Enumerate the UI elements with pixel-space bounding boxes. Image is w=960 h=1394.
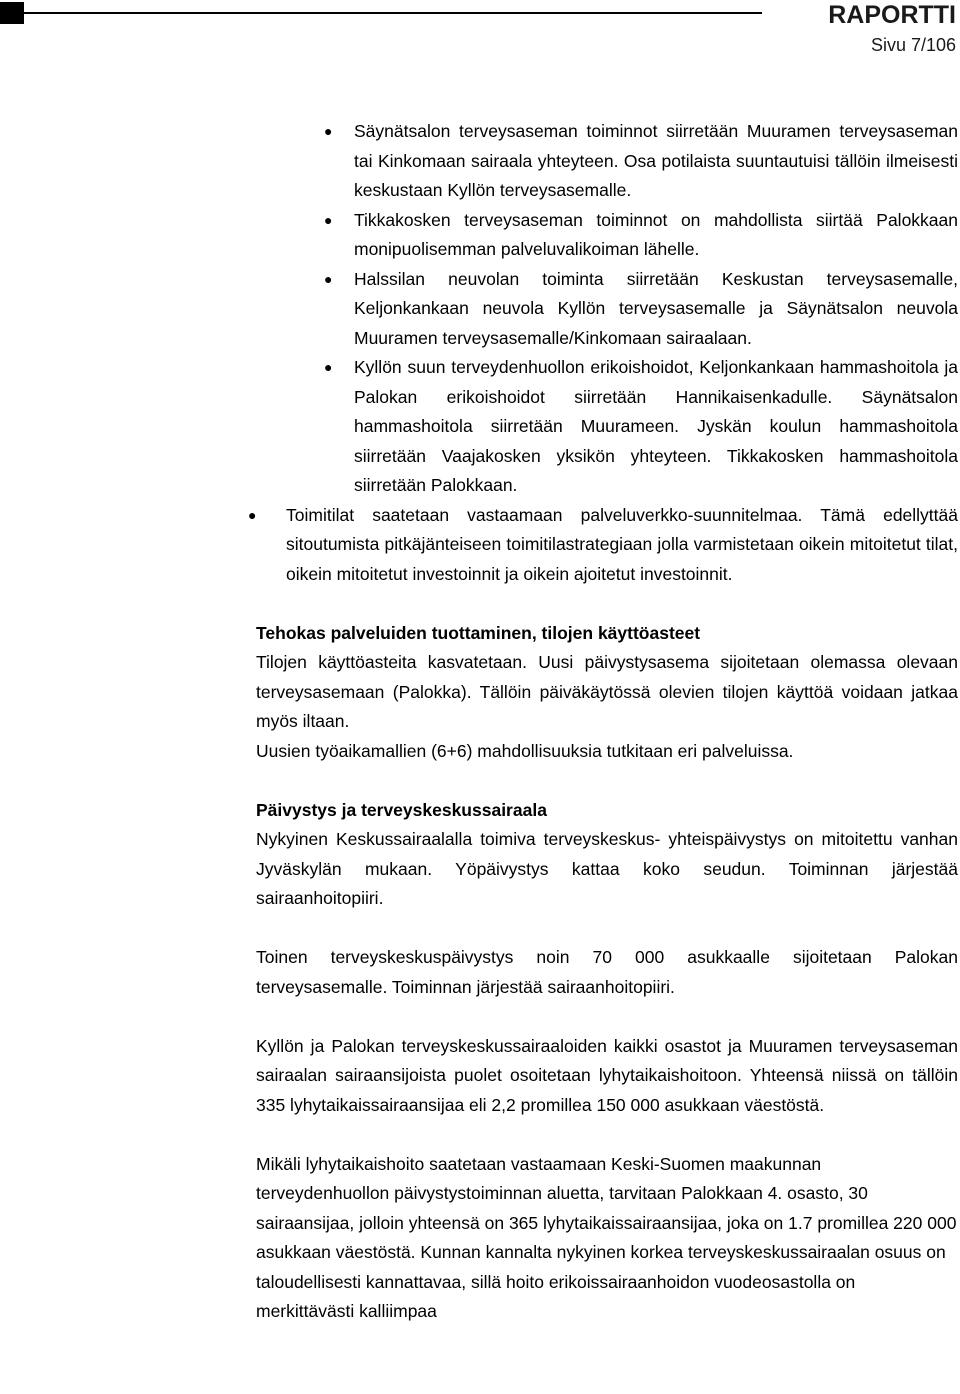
list-item: ● Tikkakosken terveysaseman toiminnot on mahdollista siirtää Palokkaan monipuolisemman palveluvalikoiman lähelle. bbox=[256, 206, 958, 265]
bullet-icon: ● bbox=[324, 270, 333, 287]
paragraph: Tilojen käyttöasteita kasvatetaan. Uusi päivystysasema sijoitetaan olemassa olevaan terveysasemaan (Palokka). Tällöin päiväkäytössä olevien tilojen käyttöä voidaan jatkaa myös iltaan. bbox=[256, 652, 958, 731]
page-number: Sivu 7/106 bbox=[870, 35, 956, 55]
bullet-icon: ● bbox=[324, 123, 333, 139]
header-rule bbox=[24, 12, 762, 14]
list-item: ● Toimitilat saatetaan vastaamaan palveluverkko-suunnitelmaa. Tämä edellyttää sitoutumista pitkäjänteiseen toimitilastrategiaan jolla varmistetaan oikein mitoitetut tilat, oikein mitoitetut investoinnit ja oikein ajoitetut investoinnit. bbox=[214, 501, 958, 590]
sub-bullet-list bbox=[256, 117, 958, 501]
bullet-icon: ● bbox=[248, 506, 257, 523]
bullet-icon: ● bbox=[324, 211, 333, 228]
report-title: RAPORTTI bbox=[828, 1, 956, 29]
bullet-list bbox=[214, 501, 958, 590]
section-heading-emergency: Päivystys ja terveyskeskussairaala bbox=[256, 799, 547, 820]
list-item: ● Halssilan neuvolan toiminta siirretään Keskustan terveysasemalle, Keljonkankaan neuvola Kyllön terveysasemalle ja Säynätsalon neuvola Muuramen terveysasemalle/Kinkomaan sairaalaan. bbox=[256, 265, 958, 354]
paragraph: Toinen terveyskeskuspäivystys noin 70 000 asukkaalle sijoitetaan Palokan terveysasemalle. Toiminnan järjestää sairaanhoitopiiri. bbox=[256, 947, 958, 997]
paragraph: Mikäli lyhytaikaishoito saatetaan vastaamaan Keski-Suomen maakunnan terveydenhuollon päivystystoiminnan aluetta, tarvitaan Palokkaan 4. osasto, 30 sairaansijaa, jolloin yhteensä on 365 lyhytaikaissairaansijaa, joka on 1.7 promillea 220 000 asukkaan väestöstä. Kunnan kannalta nykyinen korkea terveyskeskussairaalan osuus on taloudellisesti kannattavaa, sillä hoito erikoissairaanhoidon vuodeosastolla on merkittävästi kalliimpaa bbox=[256, 1153, 957, 1321]
paragraph: Kyllön ja Palokan terveyskeskussairaaloiden kaikki osastot ja Muuramen terveysaseman sairaalan sairaansijoista puolet osoitetaan lyhytaikaishoitoon. Yhteensä niissä on tällöin 335 lyhytaikaissairaansijaa eli 2,2 promillea 150 000 asukkaan väestöstä. bbox=[256, 1035, 958, 1115]
bullet-icon: ● bbox=[324, 359, 333, 375]
header-square bbox=[0, 2, 24, 24]
list-item: ● Säynätsalon terveysaseman toiminnot siirretään Muuramen terveysaseman tai Kinkomaan sairaala yhteyteen. Osa potilaista suuntautuisi tällöin ilmeisesti keskustaan Kyllön terveysasemalle. bbox=[256, 117, 958, 206]
list-item: ● Kyllön suun terveydenhuollon erikoishoidot, Keljonkankaan hammashoitola ja Palokan erikoishoidot siirretään Hannikaisenkadulle. Säynätsalon hammashoitola siirretään Muurameen. Jyskän koulun hammashoitola siirretään Vaajakosken yksikön yhteyteen. Tikkakosken hammashoitola siirretään Palokkaan. bbox=[256, 353, 958, 501]
paragraph: Uusien työaikamallien (6+6) mahdollisuuksia tutkitaan eri palveluissa. bbox=[256, 740, 794, 761]
document-body bbox=[248, 117, 958, 1327]
section-heading-capacity: Tehokas palveluiden tuottaminen, tilojen käyttöasteet bbox=[256, 622, 701, 643]
paragraph: Nykyinen Keskussairaalalla toimiva terveyskeskus- yhteispäivystys on mitoitettu vanhan Jyväskylän mukaan. Yöpäivystys kattaa koko seudun. Toiminnan järjestää sairaanhoitopiiri. bbox=[256, 829, 958, 908]
